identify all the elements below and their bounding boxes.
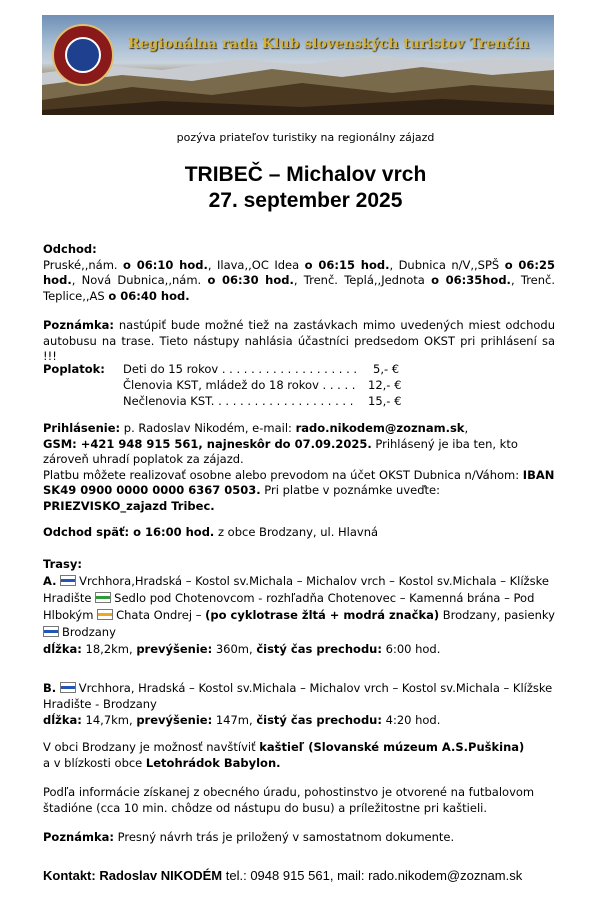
- mountain-landscape-image: [42, 15, 554, 115]
- route-b: [43, 680, 555, 728]
- route-a-text: Vrchhora,Hradská – Kostol sv.Michala – Michalov vrch – Kostol sv.Michala – Klížske Hradište: [43, 574, 549, 605]
- stat-label: prevýšenie:: [136, 713, 213, 727]
- registration-text: Prihlásený je iba ten, kto zároveň uhradí poplatok za zájazd.: [43, 436, 518, 466]
- stop-time: o 06:15 hod.: [304, 257, 390, 272]
- routes-label: Trasy:: [43, 557, 82, 571]
- fee-row-nonmembers: Nečlenovia KST. . . . . . . . . . . . . . . . . . . .: [123, 394, 354, 408]
- brodzany-section: [43, 740, 555, 771]
- route-b-text: Vrchhora, Hradská – Kostol sv.Michala – Michalov vrch – Kostol sv.Michala – Klížske Hradište - Brodzany: [43, 681, 553, 711]
- stat-label: prevýšenie:: [136, 642, 213, 656]
- note-label: Poznámka:: [43, 318, 114, 332]
- stop-time: o 06:10 hod.: [123, 257, 208, 272]
- fee-amount-members: 12,- €: [368, 378, 402, 392]
- stat-label: čistý čas prechodu:: [256, 642, 382, 656]
- stat-value: 18,2km,: [81, 642, 137, 656]
- return-time: o 16:00 hod.: [129, 525, 215, 539]
- note2-text: Presný návrh trás je priložený v samostatnom dokumente.: [113, 830, 455, 844]
- routes-section: [43, 556, 555, 658]
- stop-text: Pruské,,nám.: [43, 257, 124, 272]
- route-a: [43, 573, 555, 641]
- stat-value: 6:00 hod.: [381, 642, 441, 656]
- blue-trail-marker-icon: [60, 682, 76, 693]
- header-banner: [42, 15, 554, 115]
- note-text: nastúpiť bude možné tiež na zastávkach mimo uvedených miest odchodu autobusu na trase. Tieto nástupy nahlásia účastníci predsedom OKST pri prihlásení sa !!!: [43, 318, 555, 363]
- route-a-text: Brodzany, pasienky: [439, 608, 555, 622]
- stop-text: , Trenč. Teplá,,Jednota: [293, 273, 432, 287]
- registration-text: ,: [464, 421, 469, 435]
- brodzany-babylon: Letohrádok Babylon.: [145, 755, 281, 770]
- stop-text: , Dubnica n/V,,SPŠ: [389, 257, 505, 272]
- stop-time: o 06:35hod.: [431, 273, 511, 287]
- stop-text: , Ilava,,OC Idea: [207, 257, 305, 272]
- registration-section: [43, 421, 555, 514]
- yellow-trail-marker-icon: [97, 609, 113, 620]
- note2-section: [43, 830, 555, 846]
- invitation-text: pozýva priateľov turistiky na regionálny zájazd: [176, 131, 435, 144]
- kst-logo-emblem: [65, 37, 101, 73]
- stop-time: o 06:25 hod.: [43, 257, 556, 287]
- trip-title: TRIBEČ – Michalov vrch: [184, 163, 427, 186]
- contact-line: [43, 868, 522, 884]
- departure-section: [43, 242, 555, 304]
- route-a-cycle-note: (po cyklotrase žltá + modrá značka): [205, 608, 440, 622]
- fee-amount-children: 5,- €: [373, 362, 400, 376]
- stop-text: , Trenč. Teplice,,AS: [43, 273, 556, 303]
- route-b-stats: [43, 712, 555, 728]
- contact-label: Kontakt: Radoslav NIKODÉM: [43, 868, 223, 883]
- blue-trail-marker-icon: [43, 626, 59, 637]
- return-label: Odchod späť:: [43, 525, 130, 539]
- stat-label: dĺžka:: [43, 713, 82, 727]
- fees-label: Poplatok:: [43, 362, 105, 376]
- note-section: [43, 318, 555, 365]
- fee-row-children: Deti do 15 rokov . . . . . . . . . . . . . . . . . . .: [123, 362, 358, 376]
- stop-time: o 06:40 hod.: [108, 288, 190, 303]
- route-a-letter: A.: [43, 574, 57, 588]
- brodzany-text: a v blízkosti obce: [43, 755, 146, 770]
- stop-time: o 06:30 hod.: [207, 273, 294, 287]
- stat-label: čistý čas prechodu:: [256, 713, 382, 727]
- fee-row-members: Členovia KST, mládež do 18 rokov . . . . .: [123, 378, 356, 392]
- stat-value: 4:20 hod.: [381, 713, 441, 727]
- fee-amount-nonmembers: 15,- €: [368, 394, 402, 408]
- stat-value: 14,7km,: [81, 713, 137, 727]
- registration-text: p. Radoslav Nikodém, e-mail:: [120, 421, 296, 435]
- registration-gsm: GSM: +421 948 915 561, najneskôr do 07.09.2025.: [43, 436, 372, 451]
- brodzany-text: V obci Brodzany je možnosť navštíviť: [43, 740, 260, 754]
- contact-details: tel.: 0948 915 561, mail: rado.nikodem@zoznam.sk: [222, 868, 523, 883]
- stat-value: 360m,: [212, 642, 257, 656]
- stat-value: 147m,: [212, 713, 257, 727]
- route-a-text: Chata Ondrej –: [116, 608, 206, 622]
- return-text: z obce Brodzany, ul. Hlavná: [214, 525, 379, 539]
- kst-logo: [52, 24, 114, 86]
- note2-label: Poznámka:: [43, 830, 114, 844]
- info-section: Podľa informácie získanej z obecného úradu, pohostinstvo je otvorené na futbalovom štadióne (cca 10 min. chôdze od nástupu do busu) a príležitostne pri kaštieli.: [43, 785, 535, 815]
- route-a-text: Brodzany: [62, 625, 116, 639]
- green-trail-marker-icon: [95, 592, 111, 603]
- payment-text: Pri platbe v poznámke uveďte:: [260, 483, 440, 497]
- registration-email-link[interactable]: rado.nikodem@zoznam.sk: [295, 421, 465, 435]
- payment-iban: IBAN SK49 0900 0000 0000 6367 0503.: [43, 467, 555, 497]
- stop-text: , Nová Dubnica,,nám.: [71, 273, 208, 287]
- registration-label: Prihlásenie:: [43, 421, 121, 435]
- trip-date: 27. september 2025: [208, 189, 403, 212]
- banner-title: Regionálna rada Klub slovenských turistov Trenčín: [128, 36, 530, 52]
- blue-trail-marker-icon: [60, 575, 76, 586]
- return-section: [43, 525, 555, 541]
- stat-label: dĺžka:: [43, 642, 82, 656]
- departure-stops: [43, 258, 555, 305]
- route-a-text: Sedlo pod Chotenovcom - rozhľadňa Chotenovec – Kamenná brána – Pod Hlbokým: [43, 591, 535, 622]
- route-b-letter: B.: [43, 681, 57, 695]
- payment-text: Platbu môžete realizovať osobne alebo prevodom na účet OKST Dubnica n/Váhom:: [43, 467, 523, 482]
- payment-reference: PRIEZVISKO_zajazd Tribec.: [43, 498, 215, 513]
- route-a-stats: [43, 641, 555, 658]
- brodzany-manor: kaštieľ (Slovanské múzeum A.S.Puškina): [259, 740, 525, 754]
- departure-label: Odchod:: [43, 242, 97, 256]
